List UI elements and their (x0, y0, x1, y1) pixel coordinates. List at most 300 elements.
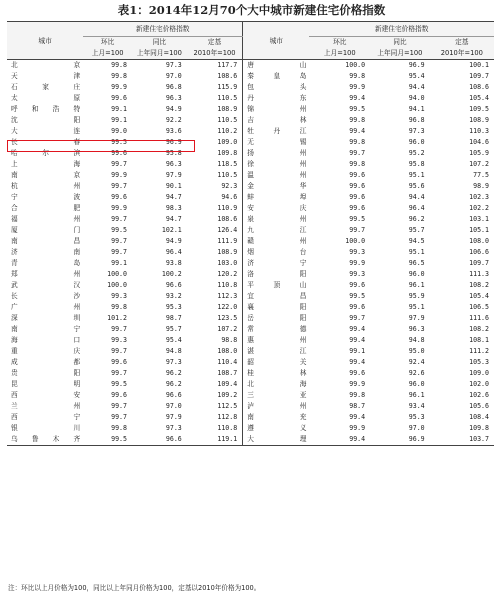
mom-cell: 99.4 (349, 358, 366, 366)
base-cell: 102.0 (469, 380, 489, 388)
yoy-cell: 95.3 (408, 413, 425, 421)
header-base-right: 定基 (430, 37, 494, 49)
yoy-cell: 96.4 (165, 248, 182, 256)
base-cell: 77.5 (473, 171, 489, 179)
city-cell: 长沙 (11, 292, 81, 300)
city-cell: 上海 (11, 160, 81, 168)
city-cell: 南充 (243, 412, 310, 423)
base-cell: 110.5 (217, 94, 238, 102)
city-cell: 济宁 (243, 258, 310, 269)
mom-cell: 99.6 (111, 94, 127, 102)
city-cell: 吉林 (243, 115, 310, 126)
header-base-sub-right: 2010年=100 (430, 48, 494, 60)
yoy-cell: 95.7 (165, 325, 182, 333)
yoy-cell: 96.1 (408, 281, 425, 289)
mom-cell: 99.6 (111, 149, 127, 157)
city-cell: 杭州 (11, 182, 81, 190)
mom-cell: 100.0 (107, 281, 127, 289)
yoy-cell: 96.1 (408, 391, 425, 399)
table-row (7, 170, 494, 181)
mom-cell: 99.5 (349, 215, 366, 223)
yoy-cell: 95.0 (408, 347, 425, 355)
city-cell: 昆明 (11, 380, 81, 388)
yoy-cell: 97.9 (165, 413, 182, 421)
yoy-cell: 98.7 (165, 314, 182, 322)
yoy-cell: 94.4 (408, 83, 425, 91)
header-mom-sub-left: 上月=100 (83, 48, 132, 60)
mom-cell: 99.5 (111, 226, 127, 234)
mom-cell: 99.6 (349, 193, 366, 201)
mom-cell: 99.1 (111, 116, 127, 124)
mom-cell: 99.1 (111, 259, 127, 267)
table-title: 表1：2014年12月70个大中城市新建住宅价格指数 (117, 3, 386, 17)
city-cell: 韶关 (243, 357, 310, 368)
base-cell: 120.2 (217, 270, 238, 278)
table-row (7, 115, 494, 126)
base-cell: 109.0 (217, 138, 238, 146)
table-row (7, 291, 494, 302)
city-cell: 安庆 (243, 203, 310, 214)
yoy-cell: 96.4 (408, 204, 425, 212)
table-row (7, 104, 494, 115)
base-cell: 122.0 (217, 303, 238, 311)
base-cell: 108.2 (469, 325, 489, 333)
yoy-cell: 97.9 (408, 314, 425, 322)
city-cell: 济南 (11, 248, 81, 256)
mom-cell: 99.4 (349, 94, 366, 102)
mom-cell: 99.3 (111, 292, 127, 300)
base-cell: 111.3 (469, 270, 489, 278)
city-cell: 徐州 (243, 159, 310, 170)
yoy-cell: 96.9 (408, 61, 425, 69)
base-cell: 110.5 (217, 116, 238, 124)
mom-cell: 99.6 (349, 182, 366, 190)
city-cell: 南宁 (11, 325, 81, 333)
mom-cell: 99.9 (349, 259, 366, 267)
header-yoy-left: 同比 (132, 37, 187, 49)
mom-cell: 100.0 (345, 61, 366, 69)
yoy-cell: 96.3 (165, 160, 182, 168)
city-cell: 长春 (11, 138, 81, 146)
base-cell: 115.9 (217, 83, 238, 91)
city-cell: 金华 (243, 181, 310, 192)
base-cell: 110.8 (217, 424, 238, 432)
mom-cell: 99.6 (349, 281, 366, 289)
base-cell: 110.2 (217, 127, 238, 135)
city-cell: 温州 (243, 170, 310, 181)
yoy-cell: 93.8 (165, 259, 182, 267)
yoy-cell: 95.7 (408, 226, 425, 234)
base-cell: 112.8 (217, 413, 238, 421)
mom-cell: 99.9 (111, 83, 127, 91)
table-row (7, 401, 494, 412)
yoy-cell: 93.6 (165, 127, 182, 135)
header-base-sub-left: 2010年=100 (187, 48, 243, 60)
mom-cell: 99.8 (349, 391, 366, 399)
city-cell: 洛阳 (243, 269, 310, 280)
mom-cell: 99.7 (111, 325, 127, 333)
yoy-cell: 95.9 (408, 292, 425, 300)
city-cell: 西安 (11, 391, 81, 399)
base-cell: 106.6 (469, 248, 489, 256)
mom-cell: 99.4 (349, 413, 366, 421)
mom-cell: 99.6 (111, 358, 127, 366)
city-cell: 襄阳 (243, 302, 310, 313)
table-row (7, 126, 494, 137)
city-cell: 九江 (243, 225, 310, 236)
yoy-cell: 95.1 (408, 248, 425, 256)
city-cell: 太原 (11, 94, 81, 102)
yoy-cell: 96.3 (165, 94, 182, 102)
yoy-cell: 102.1 (161, 226, 182, 234)
base-cell: 110.8 (217, 281, 238, 289)
yoy-cell: 96.5 (408, 259, 425, 267)
city-cell: 深圳 (11, 314, 81, 322)
yoy-cell: 95.1 (408, 303, 425, 311)
yoy-cell: 96.6 (165, 391, 182, 399)
city-cell: 哈尔滨 (11, 149, 81, 157)
base-cell: 108.6 (217, 72, 238, 80)
header-mom-right: 环比 (309, 37, 370, 49)
base-cell: 100.1 (469, 61, 489, 69)
yoy-cell: 93.2 (165, 292, 182, 300)
city-cell: 秦皇岛 (243, 71, 310, 82)
mom-cell: 99.6 (349, 303, 366, 311)
base-cell: 109.5 (469, 105, 489, 113)
city-cell: 唐山 (243, 60, 310, 72)
yoy-cell: 96.6 (165, 281, 182, 289)
yoy-cell: 96.9 (165, 138, 182, 146)
table-row (7, 423, 494, 434)
mom-cell: 99.8 (349, 138, 366, 146)
mom-cell: 99.1 (349, 347, 366, 355)
table-row (7, 181, 494, 192)
base-cell: 107.2 (217, 325, 238, 333)
mom-cell: 98.7 (349, 402, 366, 410)
header-mom-left: 环比 (83, 37, 132, 49)
yoy-cell: 97.3 (165, 61, 182, 69)
yoy-cell: 100.2 (161, 270, 182, 278)
yoy-cell: 96.2 (408, 215, 425, 223)
table-row (7, 192, 494, 203)
base-cell: 104.6 (469, 138, 489, 146)
table-row (7, 280, 494, 291)
city-cell: 乌鲁木齐 (7, 434, 83, 446)
table-row (7, 368, 494, 379)
table-row (7, 390, 494, 401)
city-cell: 常德 (243, 324, 310, 335)
city-cell: 北海 (243, 379, 310, 390)
city-cell: 烟台 (243, 247, 310, 258)
city-cell: 蚌埠 (243, 192, 310, 203)
yoy-cell: 97.3 (408, 127, 425, 135)
mom-cell: 99.4 (309, 434, 370, 446)
base-cell: 102.3 (469, 193, 489, 201)
yoy-cell: 94.8 (408, 336, 425, 344)
yoy-cell: 94.7 (165, 193, 182, 201)
city-cell: 泸州 (243, 401, 310, 412)
mom-cell: 99.3 (349, 270, 366, 278)
yoy-cell: 96.0 (408, 380, 425, 388)
base-cell: 103.7 (430, 434, 494, 446)
header-group-right: 新建住宅价格指数 (309, 22, 494, 37)
table-row (7, 269, 494, 280)
mom-cell: 99.7 (111, 369, 127, 377)
base-cell: 102.6 (469, 391, 489, 399)
mom-cell: 99.7 (111, 413, 127, 421)
base-cell: 109.0 (469, 369, 489, 377)
mom-cell: 99.5 (111, 138, 127, 146)
city-cell: 石家庄 (11, 83, 81, 91)
city-cell: 扬州 (243, 148, 310, 159)
yoy-cell: 96.8 (408, 116, 425, 124)
yoy-cell: 96.2 (165, 380, 182, 388)
mom-cell: 99.7 (111, 402, 127, 410)
base-cell: 111.6 (469, 314, 489, 322)
base-cell: 105.6 (469, 402, 489, 410)
yoy-cell: 90.1 (165, 182, 182, 190)
mom-cell: 99.3 (111, 336, 127, 344)
yoy-cell: 94.0 (408, 94, 425, 102)
yoy-cell: 94.5 (408, 237, 425, 245)
city-cell: 厦门 (11, 226, 81, 234)
base-cell: 107.2 (469, 160, 489, 168)
base-cell: 108.9 (217, 105, 238, 113)
city-cell: 银川 (11, 424, 81, 432)
table-row (7, 93, 494, 104)
city-cell: 合肥 (11, 204, 81, 212)
table-row (7, 346, 494, 357)
city-cell: 宁波 (11, 193, 81, 201)
mom-cell: 99.8 (349, 116, 366, 124)
mom-cell: 99.6 (349, 171, 366, 179)
city-cell: 武汉 (11, 281, 81, 289)
base-cell: 112.3 (217, 292, 238, 300)
mom-cell: 99.9 (349, 380, 366, 388)
base-cell: 109.4 (217, 380, 238, 388)
mom-cell: 99.7 (349, 149, 366, 157)
city-cell: 牡丹江 (243, 126, 310, 137)
city-cell: 桂林 (243, 368, 310, 379)
base-cell: 108.0 (217, 347, 238, 355)
yoy-cell: 95.8 (165, 149, 182, 157)
city-cell: 包头 (243, 82, 310, 93)
mom-cell: 99.7 (111, 347, 127, 355)
mom-cell: 99.6 (111, 391, 127, 399)
base-cell: 103.0 (217, 259, 238, 267)
table-body (7, 60, 494, 446)
mom-cell: 99.9 (111, 204, 127, 212)
base-cell: 103.1 (469, 215, 489, 223)
table-row (7, 247, 494, 258)
yoy-cell: 96.6 (132, 434, 187, 446)
city-cell: 福州 (11, 215, 81, 223)
base-cell: 105.3 (469, 358, 489, 366)
yoy-cell: 95.1 (408, 171, 425, 179)
table-row (7, 412, 494, 423)
city-cell: 大理 (243, 434, 310, 446)
yoy-cell: 95.3 (165, 303, 182, 311)
mom-cell: 99.7 (349, 314, 366, 322)
city-cell: 宜昌 (243, 291, 310, 302)
mom-cell: 99.6 (111, 193, 127, 201)
city-cell: 三亚 (243, 390, 310, 401)
city-cell: 天津 (11, 72, 81, 80)
table-row (7, 236, 494, 247)
table-row (7, 203, 494, 214)
city-cell: 沈阳 (11, 116, 81, 124)
mom-cell: 99.7 (349, 226, 366, 234)
city-cell: 丹东 (243, 93, 310, 104)
city-cell: 成都 (11, 358, 81, 366)
base-cell: 108.9 (217, 248, 238, 256)
base-cell: 126.4 (217, 226, 238, 234)
table-row (7, 60, 494, 72)
header-yoy-sub-right: 上年同月=100 (370, 48, 430, 60)
base-cell: 108.0 (469, 237, 489, 245)
base-cell: 110.5 (217, 171, 238, 179)
table-row (7, 357, 494, 368)
mom-cell: 99.4 (349, 127, 366, 135)
table-row (7, 324, 494, 335)
base-cell: 108.6 (469, 83, 489, 91)
table-row (7, 434, 494, 446)
header-base-left: 定基 (187, 37, 243, 49)
city-cell: 泉州 (243, 214, 310, 225)
base-cell: 110.3 (469, 127, 489, 135)
yoy-cell: 97.9 (165, 171, 182, 179)
yoy-cell: 94.1 (408, 105, 425, 113)
yoy-cell: 94.4 (408, 193, 425, 201)
yoy-cell: 95.6 (408, 182, 425, 190)
yoy-cell: 97.3 (165, 424, 182, 432)
base-cell: 108.7 (217, 369, 238, 377)
yoy-cell: 94.9 (165, 105, 182, 113)
yoy-cell: 94.7 (165, 215, 182, 223)
base-cell: 94.6 (221, 193, 238, 201)
mom-cell: 99.6 (349, 369, 366, 377)
city-cell: 呼和浩特 (11, 105, 81, 113)
base-cell: 108.9 (469, 116, 489, 124)
base-cell: 117.7 (217, 61, 238, 69)
base-cell: 110.9 (217, 204, 238, 212)
city-cell: 郑州 (11, 270, 81, 278)
yoy-cell: 94.9 (165, 237, 182, 245)
yoy-cell: 96.3 (408, 325, 425, 333)
mom-cell: 99.6 (349, 204, 366, 212)
base-cell: 105.4 (469, 292, 489, 300)
mom-cell: 99.9 (349, 424, 366, 432)
city-cell: 广州 (11, 303, 81, 311)
mom-cell: 99.5 (83, 434, 132, 446)
table-row (7, 214, 494, 225)
yoy-cell: 95.4 (165, 336, 182, 344)
yoy-cell: 95.2 (408, 149, 425, 157)
city-cell: 南昌 (11, 237, 81, 245)
base-cell: 105.1 (469, 226, 489, 234)
header-mom-sub-right: 上月=100 (309, 48, 370, 60)
yoy-cell: 94.8 (165, 347, 182, 355)
mom-cell: 99.4 (349, 336, 366, 344)
base-cell: 123.5 (217, 314, 238, 322)
base-cell: 106.5 (469, 303, 489, 311)
table-row (7, 71, 494, 82)
yoy-cell: 97.0 (165, 402, 182, 410)
table-row (7, 225, 494, 236)
table-row (7, 313, 494, 324)
base-cell: 108.1 (469, 336, 489, 344)
yoy-cell: 96.8 (165, 83, 182, 91)
highlight-box (7, 140, 195, 152)
city-cell: 岳阳 (243, 313, 310, 324)
city-cell: 赣州 (243, 236, 310, 247)
base-cell: 111.2 (469, 347, 489, 355)
mom-cell: 99.7 (111, 248, 127, 256)
mom-cell: 99.1 (111, 105, 127, 113)
table-note: 注：环比以上月价格为100，同比以上年同月价格为100，定基以2010年价格为100。 (8, 584, 261, 592)
base-cell: 105.9 (469, 149, 489, 157)
base-cell: 108.2 (469, 281, 489, 289)
base-cell: 109.7 (469, 72, 489, 80)
header-group-left: 新建住宅价格指数 (83, 22, 243, 37)
mom-cell: 99.8 (349, 72, 366, 80)
table-row (7, 335, 494, 346)
table-row (7, 159, 494, 170)
yoy-cell: 97.0 (408, 424, 425, 432)
base-cell: 92.3 (221, 182, 238, 190)
base-cell: 98.9 (473, 182, 489, 190)
yoy-cell: 92.4 (408, 358, 425, 366)
mom-cell: 99.5 (349, 292, 366, 300)
mom-cell: 99.3 (349, 248, 366, 256)
mom-cell: 99.8 (111, 303, 127, 311)
table-row (7, 258, 494, 269)
table-row (7, 82, 494, 93)
mom-cell: 99.8 (111, 72, 127, 80)
base-cell: 105.4 (469, 94, 489, 102)
base-cell: 108.4 (469, 413, 489, 421)
base-cell: 111.9 (217, 237, 238, 245)
mom-cell: 99.0 (111, 127, 127, 135)
base-cell: 109.8 (469, 424, 489, 432)
header-yoy-right: 同比 (370, 37, 430, 49)
mom-cell: 99.8 (111, 61, 127, 69)
yoy-cell: 96.0 (408, 138, 425, 146)
mom-cell: 99.9 (349, 83, 366, 91)
mom-cell: 99.7 (111, 215, 127, 223)
city-cell: 青岛 (11, 259, 81, 267)
mom-cell: 99.7 (111, 237, 127, 245)
yoy-cell: 96.9 (370, 434, 430, 446)
city-cell: 南京 (11, 171, 81, 179)
header-city-right: 城市 (243, 22, 310, 60)
city-cell: 北京 (11, 61, 81, 69)
base-cell: 118.5 (217, 160, 238, 168)
city-cell: 无锡 (243, 137, 310, 148)
city-cell: 遵义 (243, 423, 310, 434)
yoy-cell: 92.2 (165, 116, 182, 124)
table-row (7, 379, 494, 390)
yoy-cell: 93.4 (408, 402, 425, 410)
header-yoy-sub-left: 上年同月=100 (132, 48, 187, 60)
price-index-table (7, 21, 494, 446)
mom-cell: 99.7 (111, 160, 127, 168)
city-cell: 惠州 (243, 335, 310, 346)
mom-cell: 100.0 (345, 237, 366, 245)
mom-cell: 101.2 (107, 314, 127, 322)
city-cell: 贵阳 (11, 369, 81, 377)
mom-cell: 99.7 (111, 182, 127, 190)
